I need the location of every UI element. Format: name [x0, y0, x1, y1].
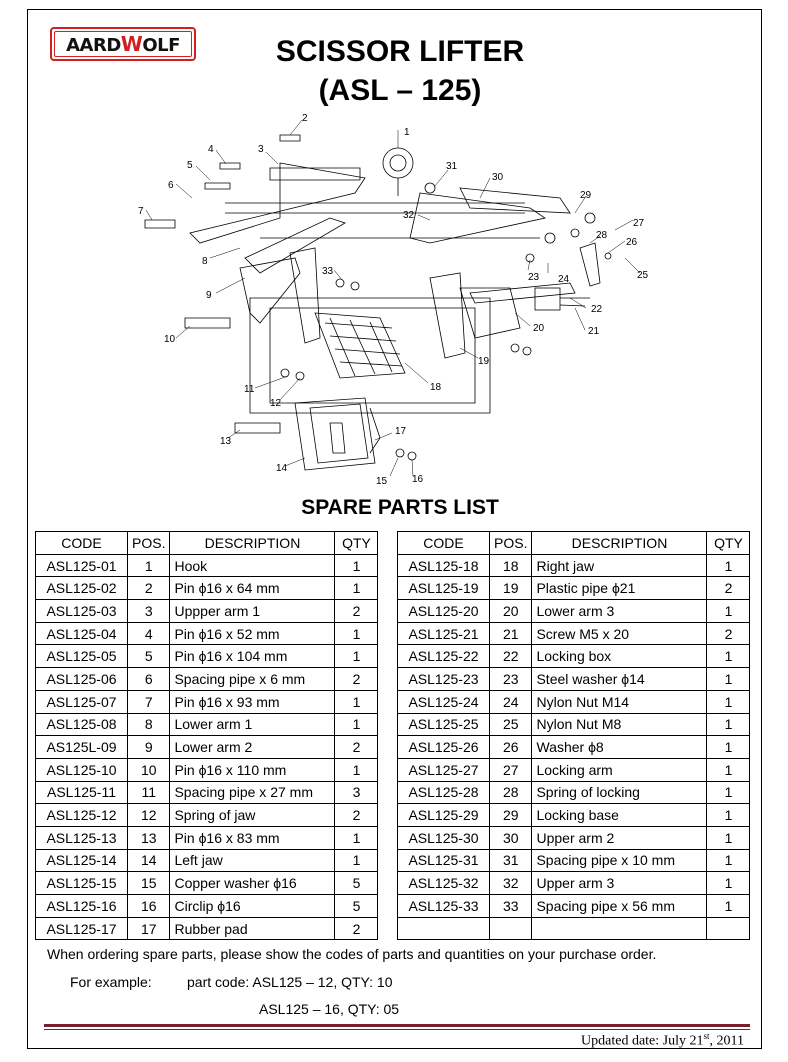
callout-29: 29	[580, 190, 592, 201]
callout-10: 10	[164, 334, 176, 345]
part-code: ASL125-25	[398, 713, 490, 736]
callout-11: 11	[244, 384, 255, 395]
part-description: Steel washer ϕ14	[532, 668, 707, 691]
callout-19: 19	[478, 356, 490, 367]
callout-13: 13	[220, 436, 232, 447]
part-code: ASL125-31	[398, 849, 490, 872]
part-pos: 11	[128, 781, 170, 804]
table-row	[398, 895, 750, 918]
part-description: Lower arm 3	[532, 600, 707, 623]
part-description: Pin ϕ16 x 64 mm	[170, 577, 335, 600]
part-pos: 29	[490, 804, 532, 827]
table-row	[398, 872, 750, 895]
table-row	[398, 917, 750, 940]
part-description: Nylon Nut M8	[532, 713, 707, 736]
part-pos: 30	[490, 826, 532, 849]
ordering-note: When ordering spare parts, please show the codes of parts and quantities on your purchase order.	[47, 946, 657, 962]
callout-7: 7	[138, 206, 144, 217]
aardwolf-logo: AARDWOLF	[50, 27, 196, 61]
part-code: AS125L-09	[36, 736, 128, 759]
callout-27: 27	[633, 218, 645, 229]
part-description: Pin ϕ16 x 93 mm	[170, 690, 335, 713]
part-qty: 1	[335, 758, 378, 781]
table-row	[398, 736, 750, 759]
callout-28: 28	[596, 230, 608, 241]
callout-33: 33	[322, 266, 334, 277]
part-qty: 1	[707, 895, 750, 918]
part-description: Copper washer ϕ16	[170, 872, 335, 895]
page-title-line1: SCISSOR LIFTER	[275, 35, 525, 68]
part-qty: 1	[707, 668, 750, 691]
table-row	[36, 554, 378, 577]
part-qty: 2	[335, 804, 378, 827]
part-pos: 13	[128, 826, 170, 849]
part-pos: 18	[490, 554, 532, 577]
part-pos: 24	[490, 690, 532, 713]
part-pos: 10	[128, 758, 170, 781]
part-pos: 3	[128, 600, 170, 623]
part-pos: 33	[490, 895, 532, 918]
part-description: Hook	[170, 554, 335, 577]
part-code: ASL125-04	[36, 622, 128, 645]
table-row	[36, 600, 378, 623]
part-qty: 2	[335, 668, 378, 691]
table-row	[36, 577, 378, 600]
part-pos: 31	[490, 849, 532, 872]
footer-rule-thin	[44, 1029, 750, 1030]
table-row	[398, 645, 750, 668]
table-row	[398, 826, 750, 849]
table-row	[36, 849, 378, 872]
part-qty: 1	[707, 600, 750, 623]
callout-26: 26	[626, 237, 638, 248]
table-row	[36, 690, 378, 713]
part-pos: 32	[490, 872, 532, 895]
part-code: ASL125-12	[36, 804, 128, 827]
part-qty: 3	[335, 781, 378, 804]
header-pos: POS.	[490, 532, 532, 555]
part-pos: 9	[128, 736, 170, 759]
part-code: ASL125-26	[398, 736, 490, 759]
part-pos: 7	[128, 690, 170, 713]
part-code: ASL125-15	[36, 872, 128, 895]
part-code: ASL125-14	[36, 849, 128, 872]
exploded-parts-diagram	[130, 108, 660, 493]
part-code: ASL125-07	[36, 690, 128, 713]
part-qty: 1	[335, 713, 378, 736]
part-description: Spacing pipe x 6 mm	[170, 668, 335, 691]
table-row	[398, 600, 750, 623]
part-qty: 1	[335, 849, 378, 872]
part-description: Spring of jaw	[170, 804, 335, 827]
table-row	[398, 713, 750, 736]
updated-date: Updated date: July 21st, 2011	[581, 1031, 744, 1049]
part-description: Right jaw	[532, 554, 707, 577]
callout-23: 23	[528, 272, 540, 283]
header-description: DESCRIPTION	[170, 532, 335, 555]
table-row	[398, 668, 750, 691]
table-row	[398, 577, 750, 600]
table-row	[398, 849, 750, 872]
part-description: Spacing pipe x 27 mm	[170, 781, 335, 804]
part-pos: 22	[490, 645, 532, 668]
part-description: Lower arm 2	[170, 736, 335, 759]
callout-25: 25	[637, 270, 649, 281]
part-description: Locking base	[532, 804, 707, 827]
table-row	[36, 895, 378, 918]
table-row	[36, 758, 378, 781]
part-qty: 1	[707, 758, 750, 781]
table-row	[36, 713, 378, 736]
part-code: ASL125-13	[36, 826, 128, 849]
part-description: Left jaw	[170, 849, 335, 872]
part-pos: 6	[128, 668, 170, 691]
part-code	[398, 917, 490, 940]
part-description	[532, 917, 707, 940]
callout-9: 9	[206, 290, 212, 301]
part-description: Spacing pipe x 56 mm	[532, 895, 707, 918]
part-code: ASL125-11	[36, 781, 128, 804]
page-title-line2: (ASL – 125)	[318, 74, 482, 107]
callout-3: 3	[258, 144, 264, 155]
part-qty: 1	[335, 690, 378, 713]
part-qty	[707, 917, 750, 940]
part-pos: 4	[128, 622, 170, 645]
part-qty: 2	[707, 577, 750, 600]
part-description: Plastic pipe ϕ21	[532, 577, 707, 600]
part-description: Lower arm 1	[170, 713, 335, 736]
part-description: Pin ϕ16 x 104 mm	[170, 645, 335, 668]
part-pos: 12	[128, 804, 170, 827]
table-header-row	[398, 532, 750, 555]
callout-14: 14	[276, 463, 288, 474]
part-qty: 1	[335, 554, 378, 577]
part-pos: 2	[128, 577, 170, 600]
part-code: ASL125-32	[398, 872, 490, 895]
callout-32: 32	[403, 210, 415, 221]
table-row	[36, 645, 378, 668]
part-description: Pin ϕ16 x 110 mm	[170, 758, 335, 781]
callout-17: 17	[395, 426, 407, 437]
part-qty: 1	[335, 645, 378, 668]
part-description: Washer ϕ8	[532, 736, 707, 759]
part-code: ASL125-16	[36, 895, 128, 918]
part-description: Spring of locking	[532, 781, 707, 804]
part-description: Pin ϕ16 x 83 mm	[170, 826, 335, 849]
callout-6: 6	[168, 180, 174, 191]
part-code: ASL125-24	[398, 690, 490, 713]
part-qty: 1	[335, 622, 378, 645]
part-qty: 2	[707, 622, 750, 645]
table-row	[398, 554, 750, 577]
part-qty: 2	[335, 736, 378, 759]
part-pos: 26	[490, 736, 532, 759]
part-code: ASL125-29	[398, 804, 490, 827]
part-qty: 1	[707, 690, 750, 713]
callout-2: 2	[302, 113, 308, 124]
part-code: ASL125-02	[36, 577, 128, 600]
part-description: Upper arm 2	[532, 826, 707, 849]
part-pos: 1	[128, 554, 170, 577]
part-description: Uppper arm 1	[170, 600, 335, 623]
part-pos: 19	[490, 577, 532, 600]
callout-15: 15	[376, 476, 388, 487]
callout-24: 24	[558, 274, 570, 285]
part-code: ASL125-22	[398, 645, 490, 668]
table-row	[398, 622, 750, 645]
part-qty: 2	[335, 917, 378, 940]
part-code: ASL125-18	[398, 554, 490, 577]
part-description: Locking arm	[532, 758, 707, 781]
callout-20: 20	[533, 323, 545, 334]
part-code: ASL125-28	[398, 781, 490, 804]
part-pos: 21	[490, 622, 532, 645]
part-description: Pin ϕ16 x 52 mm	[170, 622, 335, 645]
table-row	[36, 804, 378, 827]
parts-table-left-body	[36, 554, 378, 940]
part-pos: 20	[490, 600, 532, 623]
part-pos: 25	[490, 713, 532, 736]
table-row	[398, 690, 750, 713]
part-qty: 2	[335, 600, 378, 623]
part-pos: 27	[490, 758, 532, 781]
table-row	[36, 736, 378, 759]
table-row	[36, 917, 378, 940]
part-code: ASL125-19	[398, 577, 490, 600]
part-code: ASL125-10	[36, 758, 128, 781]
header-code: CODE	[36, 532, 128, 555]
table-row	[36, 668, 378, 691]
part-pos: 15	[128, 872, 170, 895]
part-code: ASL125-17	[36, 917, 128, 940]
table-header-row	[36, 532, 378, 555]
part-qty: 1	[707, 826, 750, 849]
table-row	[36, 826, 378, 849]
table-row	[36, 872, 378, 895]
header-pos: POS.	[128, 532, 170, 555]
callout-22: 22	[591, 304, 603, 315]
part-code: ASL125-01	[36, 554, 128, 577]
part-qty: 1	[335, 826, 378, 849]
part-qty: 1	[707, 849, 750, 872]
callout-4: 4	[208, 144, 214, 155]
part-pos	[490, 917, 532, 940]
callout-5: 5	[187, 160, 193, 171]
parts-table-left	[35, 531, 378, 940]
callout-12: 12	[270, 398, 282, 409]
example-line-2: ASL125 – 16, QTY: 05	[259, 1001, 400, 1017]
callout-8: 8	[202, 256, 208, 267]
spare-parts-heading: SPARE PARTS LIST	[301, 496, 499, 519]
header-qty: QTY	[335, 532, 378, 555]
part-description: Circlip ϕ16	[170, 895, 335, 918]
part-qty: 1	[707, 645, 750, 668]
part-code: ASL125-20	[398, 600, 490, 623]
part-qty: 1	[707, 554, 750, 577]
part-code: ASL125-30	[398, 826, 490, 849]
part-qty: 5	[335, 895, 378, 918]
part-code: ASL125-21	[398, 622, 490, 645]
part-description: Upper arm 3	[532, 872, 707, 895]
part-code: ASL125-08	[36, 713, 128, 736]
callout-31: 31	[446, 161, 458, 172]
header-qty: QTY	[707, 532, 750, 555]
callout-1: 1	[404, 127, 410, 138]
part-qty: 1	[707, 736, 750, 759]
part-description: Rubber pad	[170, 917, 335, 940]
part-code: ASL125-23	[398, 668, 490, 691]
part-qty: 1	[335, 577, 378, 600]
part-pos: 14	[128, 849, 170, 872]
part-description: Spacing pipe x 10 mm	[532, 849, 707, 872]
part-qty: 1	[707, 872, 750, 895]
callout-30: 30	[492, 172, 504, 183]
header-code: CODE	[398, 532, 490, 555]
part-code: ASL125-33	[398, 895, 490, 918]
header-description: DESCRIPTION	[532, 532, 707, 555]
callout-18: 18	[430, 382, 442, 393]
table-row	[398, 758, 750, 781]
example-line-1: part code: ASL125 – 12, QTY: 10	[187, 974, 393, 990]
callout-16: 16	[412, 474, 424, 485]
part-pos: 5	[128, 645, 170, 668]
parts-table-right	[397, 531, 750, 940]
example-label: For example:	[70, 974, 152, 990]
part-qty: 1	[707, 804, 750, 827]
part-qty: 5	[335, 872, 378, 895]
table-row	[398, 781, 750, 804]
part-code: ASL125-06	[36, 668, 128, 691]
part-qty: 1	[707, 781, 750, 804]
part-pos: 28	[490, 781, 532, 804]
part-pos: 23	[490, 668, 532, 691]
table-row	[36, 781, 378, 804]
parts-table-right-body	[398, 554, 750, 940]
footer-rule	[44, 1024, 750, 1027]
table-row	[36, 622, 378, 645]
part-pos: 16	[128, 895, 170, 918]
part-pos: 8	[128, 713, 170, 736]
part-code: ASL125-05	[36, 645, 128, 668]
table-row	[398, 804, 750, 827]
part-description: Locking box	[532, 645, 707, 668]
part-pos: 17	[128, 917, 170, 940]
part-description: Nylon Nut M14	[532, 690, 707, 713]
part-description: Screw M5 x 20	[532, 622, 707, 645]
part-code: ASL125-27	[398, 758, 490, 781]
part-code: ASL125-03	[36, 600, 128, 623]
part-qty: 1	[707, 713, 750, 736]
callout-21: 21	[588, 326, 600, 337]
